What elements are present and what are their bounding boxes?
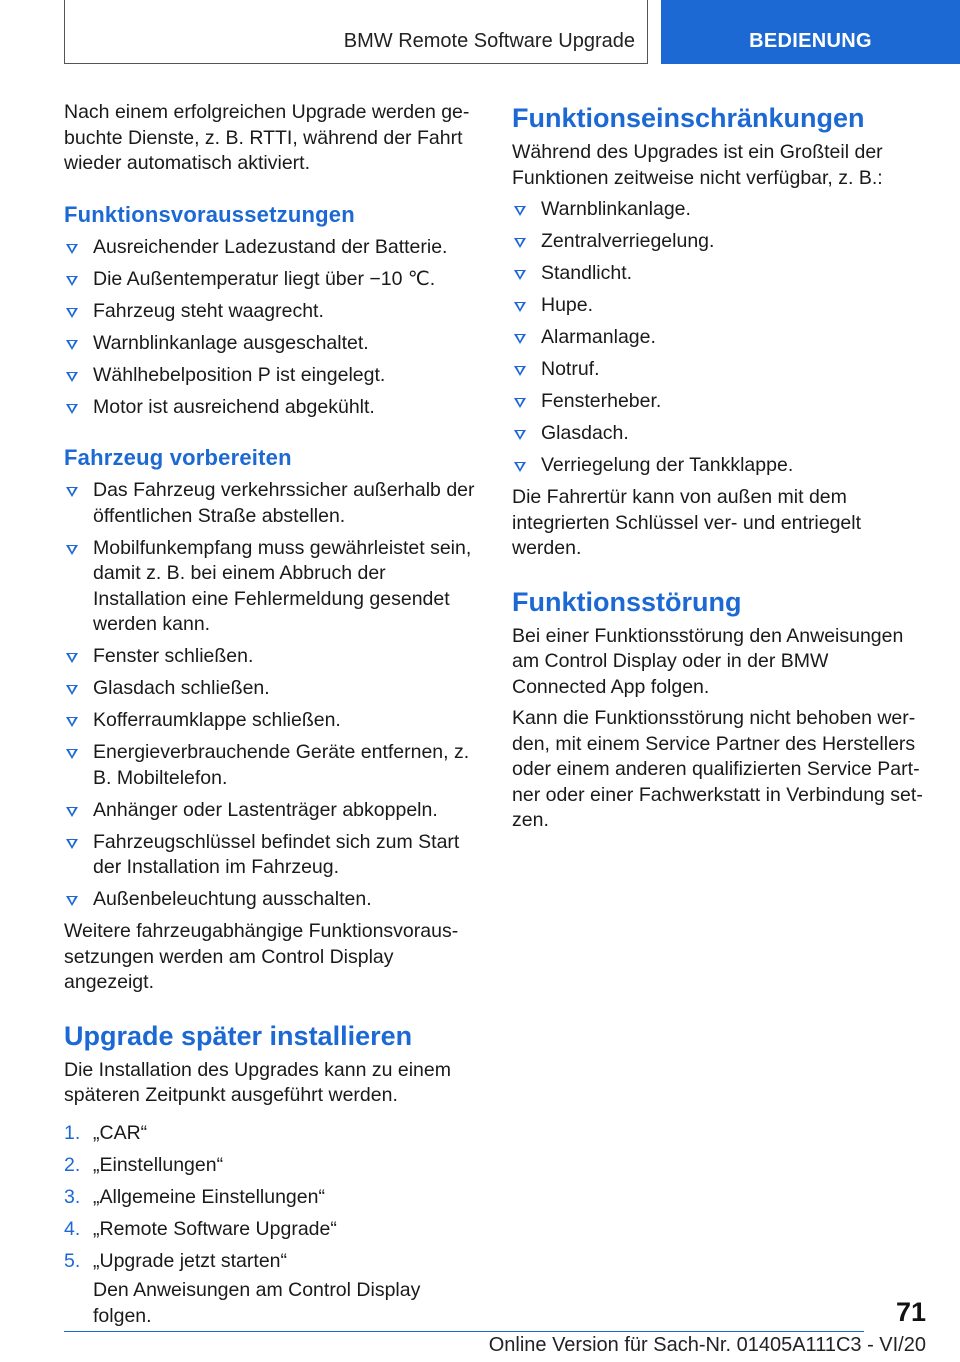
step-number: 5. [64,1249,81,1272]
list-item: Glasdach schließen. [64,676,478,702]
list-item: Kofferraumklappe schließen. [64,708,478,734]
header-title-box [64,0,648,64]
list-item: Mobilfunkempfang muss gewährleistet sein, damit z. B. bei einem Abbruch der Installation eine Fehlermeldung gesendet werden kann. [64,536,478,638]
intro-paragraph: Nach einem erfolgreichen Upgrade werden gebuchte Dienste, z. B. RTTI, während der Fahrt wieder automatisch aktiviert. [64,101,470,174]
triangle-bullet-icon [66,372,78,382]
header-section-tab [661,0,960,64]
triangle-bullet-icon [66,244,78,254]
heading-prerequisites: Funktionsvoraussetzungen [64,201,355,227]
list-item: Glasdach. [512,421,926,447]
header-title: BMW Remote Software Upgrade [343,30,635,52]
heading-malfunction: Funktionsstörung [512,586,742,617]
triangle-bullet-icon [66,653,78,663]
triangle-bullet-icon [66,839,78,849]
step-number: 3. [64,1185,81,1208]
prerequisites-list [64,235,478,421]
triangle-bullet-icon [514,238,526,248]
step-item: 3. „Allgemeine Einstellungen“ [64,1185,478,1211]
list-item: Fenster schließen. [64,644,478,670]
restrictions-note: Die Fahrertür kann von außen mit dem integrierten Schlüssel ver- und entriegelt werden. [512,486,862,559]
triangle-bullet-icon [514,366,526,376]
step-item: 2. „Einstellungen“ [64,1153,478,1179]
list-item: Zentralverriegelung. [512,229,926,255]
triangle-bullet-icon [66,404,78,414]
header-section-label: BEDIENUNG [749,30,872,52]
install-steps-list [64,1121,478,1275]
footer-divider [64,1331,864,1332]
triangle-bullet-icon [66,308,78,318]
triangle-bullet-icon [514,430,526,440]
triangle-bullet-icon [66,685,78,695]
list-item: Fahrzeug steht waagrecht. [64,299,478,325]
prepare-note: Weitere fahrzeugabhängige Funktionsvoraussetzungen werden am Control Display angezeigt. [64,920,459,993]
list-item: Warnblinkanlage ausgeschaltet. [64,331,478,357]
triangle-bullet-icon [66,717,78,727]
page-number: 71 [895,1297,926,1327]
triangle-bullet-icon [66,276,78,286]
list-item: Notruf. [512,357,926,383]
list-item: Das Fahrzeug verkehrssicher außerhalb der öffentlichen Straße abstellen. [64,478,478,529]
triangle-bullet-icon [66,487,78,497]
triangle-bullet-icon [514,462,526,472]
triangle-bullet-icon [514,398,526,408]
list-item: Fahrzeugschlüssel befindet sich zum Start der Installation im Fahrzeug. [64,830,478,881]
triangle-bullet-icon [514,302,526,312]
left-column [64,100,478,1335]
list-item: Warnblinkanlage. [512,197,926,223]
list-item: Ausreichender Ladezustand der Batterie. [64,235,478,261]
triangle-bullet-icon [514,206,526,216]
triangle-bullet-icon [514,334,526,344]
triangle-bullet-icon [66,749,78,759]
step-item: 5. „Upgrade jetzt starten“ [64,1249,478,1275]
list-item: Standlicht. [512,261,926,287]
list-item: Außenbeleuchtung ausschalten. [64,887,478,913]
heading-prepare: Fahrzeug vorbereiten [64,445,292,470]
prepare-list [64,478,478,913]
step-number: 4. [64,1217,81,1240]
list-item: Die Außentemperatur liegt über −10 ℃. [64,267,478,293]
right-column [512,102,926,840]
install-later-intro: Die Installation des Upgrades kann zu einem späteren Zeitpunkt ausgeführt werden. [64,1058,451,1106]
list-item: Alarmanlage. [512,325,926,351]
triangle-bullet-icon [66,807,78,817]
heading-restrictions: Funktionseinschränkungen [512,103,865,133]
footer-text: Online Version für Sach-Nr. 01405A111C3 - VI/20 [488,1334,926,1356]
step-item: 4. „Remote Software Upgrade“ [64,1217,478,1243]
list-item: Wählhebelposition P ist eingelegt. [64,363,478,389]
triangle-bullet-icon [66,896,78,906]
list-item: Hupe. [512,293,926,319]
list-item: Fensterheber. [512,389,926,415]
step-number: 1. [64,1121,81,1144]
restrictions-intro: Während des Upgrades ist ein Großteil der Funktionen zeitweise nicht verfügbar, z. B.: [512,141,883,189]
step-item: 1. „CAR“ [64,1121,478,1147]
triangle-bullet-icon [66,545,78,555]
list-item: Energieverbrauchende Geräte entfernen, z. B. Mobiltelefon. [64,740,478,791]
list-item: Verriegelung der Tankklappe. [512,453,926,479]
triangle-bullet-icon [66,340,78,350]
list-item: Anhänger oder Lastenträger abkoppeln. [64,798,478,824]
list-item: Motor ist ausreichend abgekühlt. [64,395,478,421]
triangle-bullet-icon [514,270,526,280]
step-result: Den Anweisungen am Control Display folgen. [93,1279,421,1327]
restrictions-list [512,197,926,479]
step-number: 2. [64,1153,81,1176]
malfunction-paragraph-2: Kann die Funktionsstörung nicht behoben werden, mit einem Service Partner des Herstellers oder einem anderen qualifizierten Service Partner oder einer Fachwerkstatt in Verbindung setzen. [512,707,923,831]
malfunction-paragraph-1: Bei einer Funktionsstörung den Anweisungen am Control Display oder in der BMW Connected App folgen. [512,624,904,698]
heading-install-later: Upgrade später installieren [64,1020,413,1051]
